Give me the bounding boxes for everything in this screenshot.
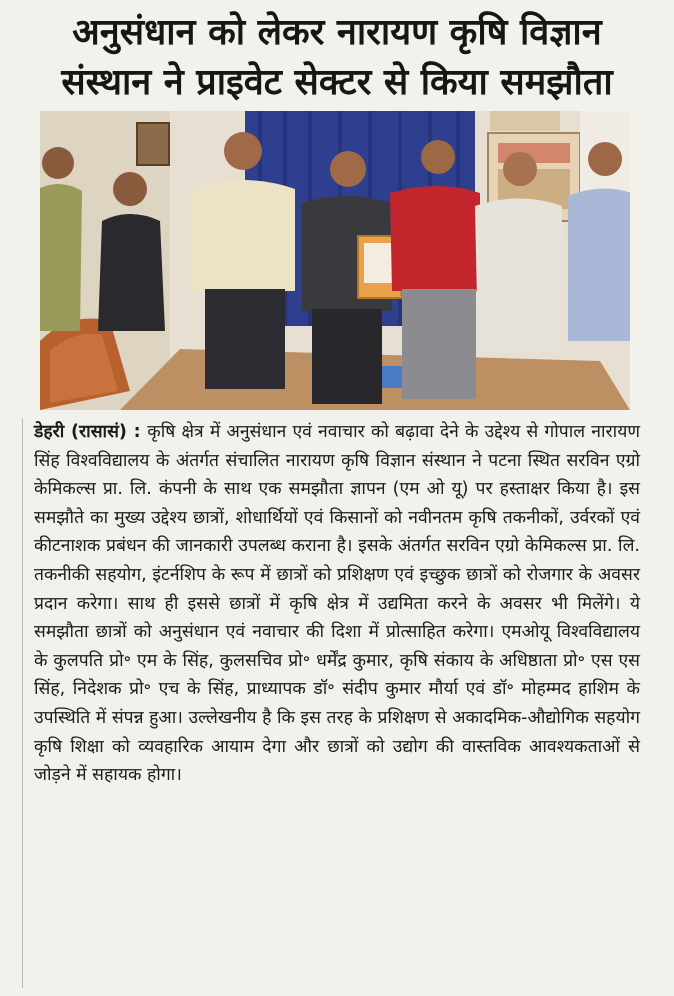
news-photo <box>40 111 630 410</box>
article-text: कृषि क्षेत्र में अनुसंधान एवं नवाचार को बढ़ावा देने के उद्देश्य से गोपाल नारायण सिंह विश्वविद्यालय के अंतर्गत संचालित नारायण कृषि विज्ञान संस्थान ने पटना स्थित सरविन एग्रो केमिकल्स प्रा. लि. कंपनी के साथ एक समझौता ज्ञापन (एम ओ यू) पर हस्ताक्षर किया है। इस समझौते का मुख्य उद्देश्य छात्रों, शोधार्थियों एवं किसानों को नवीनतम कृषि तकनीकों, उर्वरकों एवं कीटनाशक प्रबंधन की जानकारी उपलब्ध कराना है। इसके अंतर्गत सरविन एग्रो केमिकल्स प्रा. लि. तकनीकी सहयोग, इंटर्नशिप के रूप में छात्रों को प्रशिक्षण एवं इच्छुक छात्रों को रोजगार के अवसर प्रदान करेगा। साथ ही इससे छात्रों में कृषि क्षेत्र में उद्यमिता करने के अवसर भी मिलेंगे। ये समझौता छात्रों को अनुसंधान एवं नवाचार की दिशा में प्रोत्साहित करेगा। एमओयू विश्वविद्यालय के कुलपति प्रो॰ एम के सिंह, कुलसचिव प्रो॰ धर्मेंद्र कुमार, कृषि संकाय के अधिष्ठाता प्रो॰ एस एस सिंह, निदेशक प्रो॰ एच के सिंह, प्राध्यापक डॉ॰ संदीप कुमार मौर्या एवं डॉ॰ मोहम्मद हाशिम के उपस्थिति में संपन्न हुआ। उल्लेखनीय है कि इस तरह के प्रशिक्षण से अकादमिक-औद्योगिक सहयोग कृषि शिक्षा को व्यवहारिक आयाम देगा और छात्रों को उद्योग की वास्तविक आवश्यकताओं से जोड़ने में सहायक होगा। <box>34 422 640 786</box>
group-photo-icon <box>40 111 630 410</box>
headline-line-1: अनुसंधान को लेकर नारायण कृषि विज्ञान <box>72 12 602 53</box>
dateline: डेहरी (रासासं) : <box>34 422 148 442</box>
article-body <box>34 418 640 790</box>
column-rule <box>22 418 23 988</box>
headline-line-2: संस्थान ने प्राइवेट सेक्टर से किया समझौता <box>61 62 613 103</box>
